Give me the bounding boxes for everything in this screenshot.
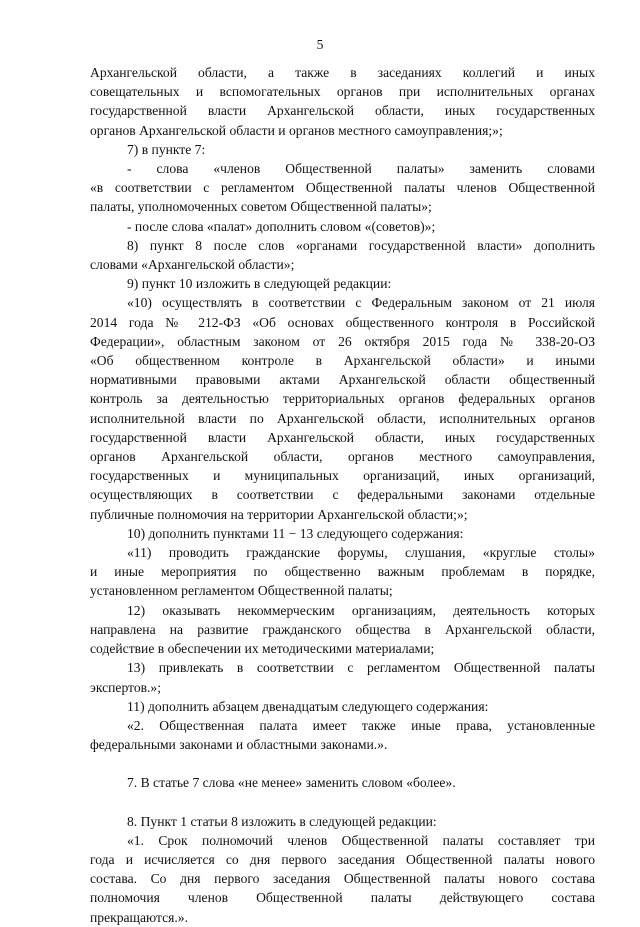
text-line: года и исчисляется со дня первого заседания Общественной палаты нового	[90, 851, 595, 867]
text-line: Федерации», областным законом от 26 октября 2015 года № 338-20-ОЗ	[90, 333, 595, 349]
text-line: органов Архангельской области, органов местного самоуправления,	[90, 449, 595, 465]
text-line: - после слова «палат» дополнить словом «(советов)»;	[127, 218, 436, 234]
text-line: установленном регламентом Общественной палаты;	[90, 583, 393, 599]
text-line: словами «Архангельской области»;	[90, 257, 295, 273]
text-line: государственных и муниципальных организаций, иных организаций,	[90, 468, 595, 484]
text-line: нормативными правовыми актами Архангельской области общественный	[90, 372, 595, 388]
text-line: «1. Срок полномочий членов Общественной палаты составляет три	[127, 832, 595, 848]
text-line: полномочия членов Общественной палаты действующего состава	[90, 890, 595, 906]
text-line: 11) дополнить абзацем двенадцатым следующего содержания:	[127, 698, 489, 714]
text-line: 7) в пункте 7:	[127, 141, 206, 157]
text-line: публичные полномочия на территории Архангельской области;»;	[90, 506, 468, 522]
text-line: совещательных и вспомогательных органов при исполнительных органах	[90, 84, 595, 100]
text-line: содействие в обеспечении их методическими материалами;	[90, 641, 435, 657]
text-line: осуществляющих в соответствии с федеральными законами отдельные	[90, 487, 595, 503]
text-line: органов Архангельской области и органов местного самоуправления;»;	[90, 122, 503, 138]
text-line: «в соответствии с регламентом Общественной палаты членов Общественной	[90, 180, 595, 196]
text-line: 9) пункт 10 изложить в следующей редакции:	[127, 276, 392, 292]
text-line: федеральными законами и областными законами.».	[90, 737, 388, 753]
page-number: 5	[316, 37, 324, 52]
text-line: 7. В статье 7 слова «не менее» заменить словом «более».	[127, 775, 456, 791]
text-line: 8) пункт 8 после слов «органами государственной власти» дополнить	[127, 237, 595, 253]
text-line: «Об общественном контроле в Архангельской области» и иными	[90, 353, 595, 369]
text-line: 8. Пункт 1 статьи 8 изложить в следующей редакции:	[127, 813, 437, 829]
text-line: 12) оказывать некоммерческим организациям, деятельность которых	[127, 602, 595, 618]
text-line: «2. Общественная палата имеет также иные права, установленные	[127, 717, 595, 733]
text-line: государственной власти Архангельской области, иных государственных	[90, 429, 595, 445]
text-line: 10) дополнить пунктами 11 − 13 следующего содержания:	[127, 525, 464, 541]
text-line: государственной власти Архангельской области, иных государственных	[90, 103, 595, 119]
text-line: «10) осуществлять в соответствии с Федеральным законом от 21 июля	[127, 295, 595, 311]
text-line: прекращаются.».	[90, 909, 189, 925]
text-line: 2014 года № 212-ФЗ «Об основах общественного контроля в Российской	[90, 314, 595, 330]
document-body	[90, 63, 595, 927]
text-line: палаты, уполномоченных советом Общественной палаты»;	[90, 199, 432, 215]
text-line: Архангельской области, а также в заседаниях коллегий и иных	[90, 65, 595, 80]
paragraph-spacer	[90, 793, 595, 812]
text-line: исполнительной власти по Архангельской области, исполнительных органов	[90, 410, 595, 426]
text-line: состава. Со дня первого заседания Общественной палаты нового состава	[90, 871, 595, 887]
text-line: и иные мероприятия по общественно важным проблемам в порядке,	[90, 564, 595, 580]
text-line: 13) привлекать в соответствии с регламентом Общественной палаты	[127, 660, 595, 676]
paragraph-spacer	[90, 754, 595, 773]
text-line: экспертов.»;	[90, 679, 162, 695]
text-line: - слова «членов Общественной палаты» заменить словами	[127, 161, 595, 177]
text-line: «11) проводить гражданские форумы, слушания, «круглые столы»	[127, 545, 595, 561]
text-line: направлена на развитие гражданского общества в Архангельской области,	[90, 621, 595, 637]
text-line: контроль за деятельностью территориальных органов федеральных органов	[90, 391, 595, 407]
